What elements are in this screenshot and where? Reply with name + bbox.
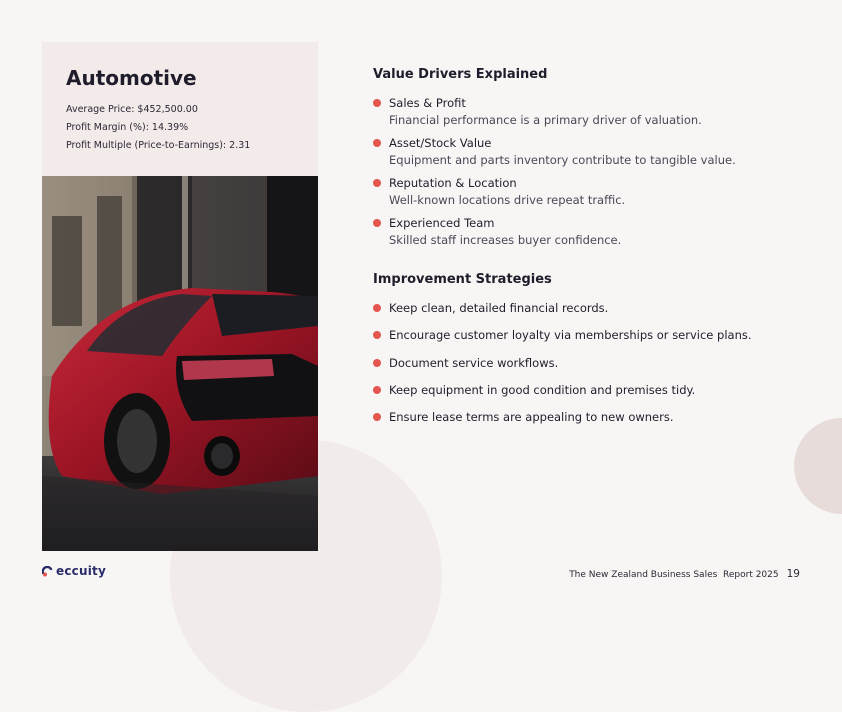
bullet-icon — [373, 139, 381, 147]
page-title: Automotive — [66, 66, 197, 90]
driver-title: Asset/Stock Value — [389, 136, 492, 150]
stats-list — [66, 101, 250, 155]
profit-multiple: Profit Multiple (Price-to-Earnings): 2.31 — [66, 140, 251, 151]
car-photo — [42, 176, 318, 551]
driver-desc: Skilled staff increases buyer confidence. — [389, 233, 622, 247]
driver-title: Reputation & Location — [389, 176, 517, 190]
profit-margin: Profit Margin (%): 14.39% — [66, 122, 189, 133]
bullet-icon — [373, 304, 381, 312]
logo-mark-icon — [42, 566, 53, 577]
list-item — [373, 382, 752, 409]
driver-desc: Well-known locations drive repeat traffic. — [389, 193, 626, 207]
value-drivers-title: Value Drivers Explained — [373, 67, 548, 82]
driver-title: Sales & Profit — [389, 96, 466, 110]
list-item — [373, 327, 752, 354]
driver-desc: Equipment and parts inventory contribute to tangible value. — [389, 153, 736, 167]
list-item — [373, 95, 736, 135]
strategies-title: Improvement Strategies — [373, 272, 552, 287]
strategies-list — [373, 300, 752, 436]
list-item — [373, 409, 752, 436]
average-price: Average Price: $452,500.00 — [66, 104, 198, 115]
driver-title: Experienced Team — [389, 216, 495, 230]
bullet-icon — [373, 179, 381, 187]
summary-card — [42, 42, 318, 176]
strategy-text: Document service workflows. — [389, 355, 559, 370]
bullet-icon — [373, 219, 381, 227]
list-item — [373, 355, 752, 382]
list-item — [373, 300, 752, 327]
list-item — [373, 215, 736, 255]
bullet-icon — [373, 359, 381, 367]
bullet-icon — [373, 386, 381, 394]
bullet-icon — [373, 413, 381, 421]
report-title: The New Zealand Business Sales Report 2025 — [569, 570, 779, 580]
logo-text: eccuity — [56, 564, 106, 578]
company-logo — [42, 564, 106, 578]
footer — [569, 568, 800, 580]
driver-desc: Financial performance is a primary driver of valuation. — [389, 113, 702, 127]
list-item — [373, 175, 736, 215]
bullet-icon — [373, 99, 381, 107]
strategy-text: Keep equipment in good condition and premises tidy. — [389, 382, 696, 397]
bullet-icon — [373, 331, 381, 339]
strategies-section — [373, 272, 552, 287]
value-drivers-list — [373, 95, 736, 255]
strategy-text: Ensure lease terms are appealing to new owners. — [389, 410, 674, 425]
page-number: 19 — [786, 568, 800, 580]
strategy-text: Encourage customer loyalty via memberships or service plans. — [389, 328, 752, 343]
strategy-text: Keep clean, detailed financial records. — [389, 301, 609, 315]
decorative-circle-right — [794, 418, 842, 514]
list-item — [373, 135, 736, 175]
value-drivers-section — [373, 67, 547, 82]
